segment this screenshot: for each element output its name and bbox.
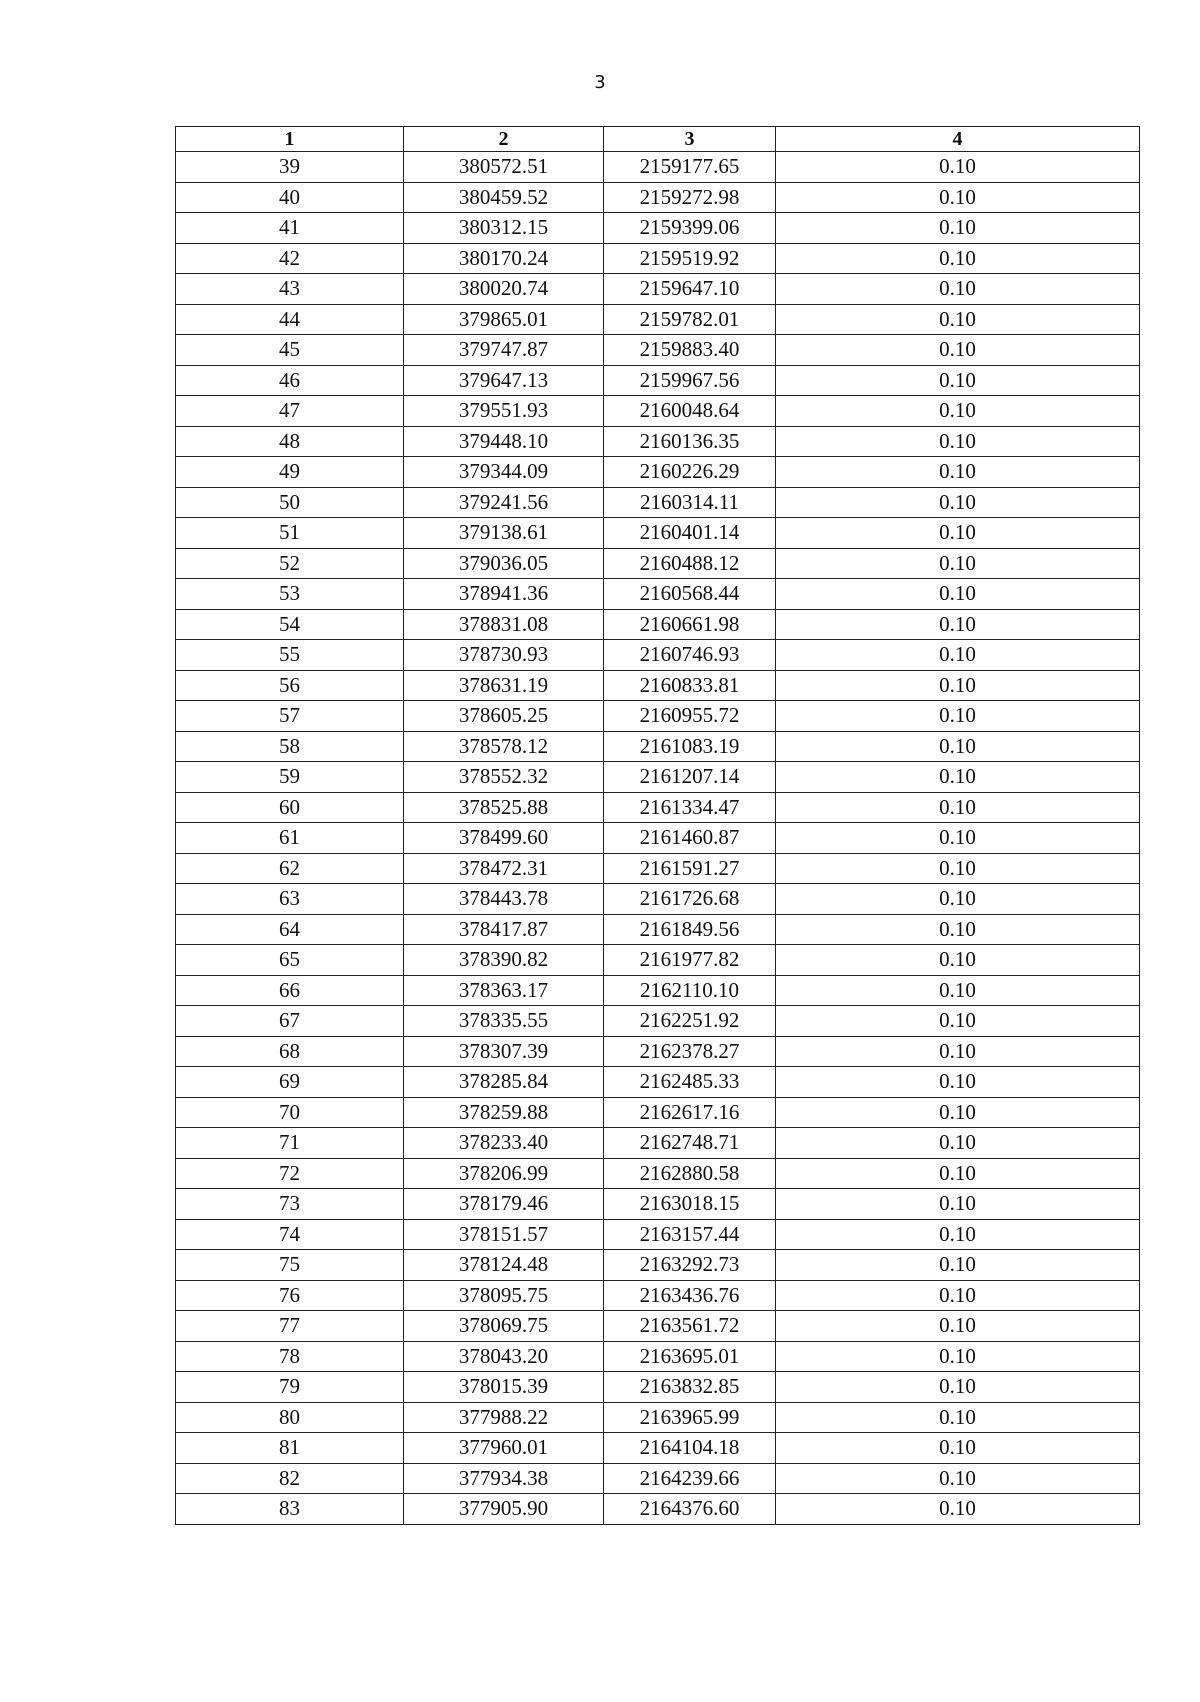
point-number-cell: 76 bbox=[176, 1280, 404, 1311]
point-number-cell: 74 bbox=[176, 1219, 404, 1250]
point-number-cell: 62 bbox=[176, 853, 404, 884]
point-number-cell: 79 bbox=[176, 1372, 404, 1403]
x-coordinate-cell: 378179.46 bbox=[404, 1189, 604, 1220]
table-row bbox=[176, 1128, 1140, 1159]
y-coordinate-cell: 2159782.01 bbox=[604, 304, 776, 335]
point-number-cell: 61 bbox=[176, 823, 404, 854]
point-number-cell: 78 bbox=[176, 1341, 404, 1372]
y-coordinate-cell: 2160048.64 bbox=[604, 396, 776, 427]
point-number-cell: 46 bbox=[176, 365, 404, 396]
value-cell: 0.10 bbox=[776, 1097, 1140, 1128]
point-number-cell: 48 bbox=[176, 426, 404, 457]
value-cell: 0.10 bbox=[776, 884, 1140, 915]
table-row bbox=[176, 731, 1140, 762]
point-number-cell: 57 bbox=[176, 701, 404, 732]
table-row bbox=[176, 640, 1140, 671]
point-number-cell: 82 bbox=[176, 1463, 404, 1494]
y-coordinate-cell: 2163292.73 bbox=[604, 1250, 776, 1281]
table-row bbox=[176, 152, 1140, 183]
table-row bbox=[176, 243, 1140, 274]
table-row bbox=[176, 1433, 1140, 1464]
column-header-2: 2 bbox=[404, 127, 604, 152]
point-number-cell: 59 bbox=[176, 762, 404, 793]
value-cell: 0.10 bbox=[776, 1250, 1140, 1281]
value-cell: 0.10 bbox=[776, 792, 1140, 823]
y-coordinate-cell: 2163832.85 bbox=[604, 1372, 776, 1403]
table-row bbox=[176, 1250, 1140, 1281]
point-number-cell: 43 bbox=[176, 274, 404, 305]
table-row bbox=[176, 1067, 1140, 1098]
table-row bbox=[176, 182, 1140, 213]
y-coordinate-cell: 2160314.11 bbox=[604, 487, 776, 518]
value-cell: 0.10 bbox=[776, 548, 1140, 579]
value-cell: 0.10 bbox=[776, 1219, 1140, 1250]
point-number-cell: 39 bbox=[176, 152, 404, 183]
x-coordinate-cell: 378206.99 bbox=[404, 1158, 604, 1189]
point-number-cell: 58 bbox=[176, 731, 404, 762]
table-row bbox=[176, 213, 1140, 244]
x-coordinate-cell: 379865.01 bbox=[404, 304, 604, 335]
y-coordinate-cell: 2162110.10 bbox=[604, 975, 776, 1006]
y-coordinate-cell: 2163561.72 bbox=[604, 1311, 776, 1342]
x-coordinate-cell: 378043.20 bbox=[404, 1341, 604, 1372]
table-row bbox=[176, 792, 1140, 823]
table-row bbox=[176, 945, 1140, 976]
y-coordinate-cell: 2160955.72 bbox=[604, 701, 776, 732]
x-coordinate-cell: 378631.19 bbox=[404, 670, 604, 701]
y-coordinate-cell: 2160568.44 bbox=[604, 579, 776, 610]
value-cell: 0.10 bbox=[776, 853, 1140, 884]
x-coordinate-cell: 378443.78 bbox=[404, 884, 604, 915]
value-cell: 0.10 bbox=[776, 731, 1140, 762]
table-row bbox=[176, 426, 1140, 457]
table-row bbox=[176, 1372, 1140, 1403]
value-cell: 0.10 bbox=[776, 1128, 1140, 1159]
value-cell: 0.10 bbox=[776, 335, 1140, 366]
point-number-cell: 73 bbox=[176, 1189, 404, 1220]
y-coordinate-cell: 2161207.14 bbox=[604, 762, 776, 793]
point-number-cell: 66 bbox=[176, 975, 404, 1006]
point-number-cell: 67 bbox=[176, 1006, 404, 1037]
point-number-cell: 64 bbox=[176, 914, 404, 945]
y-coordinate-cell: 2161334.47 bbox=[604, 792, 776, 823]
point-number-cell: 53 bbox=[176, 579, 404, 610]
point-number-cell: 55 bbox=[176, 640, 404, 671]
x-coordinate-cell: 378941.36 bbox=[404, 579, 604, 610]
point-number-cell: 68 bbox=[176, 1036, 404, 1067]
x-coordinate-cell: 378285.84 bbox=[404, 1067, 604, 1098]
value-cell: 0.10 bbox=[776, 1006, 1140, 1037]
point-number-cell: 42 bbox=[176, 243, 404, 274]
table-row bbox=[176, 1219, 1140, 1250]
value-cell: 0.10 bbox=[776, 1463, 1140, 1494]
point-number-cell: 77 bbox=[176, 1311, 404, 1342]
x-coordinate-cell: 379647.13 bbox=[404, 365, 604, 396]
x-coordinate-cell: 378233.40 bbox=[404, 1128, 604, 1159]
x-coordinate-cell: 379344.09 bbox=[404, 457, 604, 488]
y-coordinate-cell: 2161849.56 bbox=[604, 914, 776, 945]
value-cell: 0.10 bbox=[776, 670, 1140, 701]
table-row bbox=[176, 365, 1140, 396]
y-coordinate-cell: 2160488.12 bbox=[604, 548, 776, 579]
value-cell: 0.10 bbox=[776, 213, 1140, 244]
table-row bbox=[176, 1311, 1140, 1342]
y-coordinate-cell: 2162880.58 bbox=[604, 1158, 776, 1189]
value-cell: 0.10 bbox=[776, 426, 1140, 457]
point-number-cell: 75 bbox=[176, 1250, 404, 1281]
y-coordinate-cell: 2160136.35 bbox=[604, 426, 776, 457]
y-coordinate-cell: 2162485.33 bbox=[604, 1067, 776, 1098]
point-number-cell: 47 bbox=[176, 396, 404, 427]
table-row bbox=[176, 701, 1140, 732]
y-coordinate-cell: 2160661.98 bbox=[604, 609, 776, 640]
value-cell: 0.10 bbox=[776, 304, 1140, 335]
x-coordinate-cell: 378499.60 bbox=[404, 823, 604, 854]
coordinates-table bbox=[175, 126, 1140, 1525]
x-coordinate-cell: 378151.57 bbox=[404, 1219, 604, 1250]
point-number-cell: 70 bbox=[176, 1097, 404, 1128]
point-number-cell: 71 bbox=[176, 1128, 404, 1159]
table-row bbox=[176, 853, 1140, 884]
x-coordinate-cell: 378095.75 bbox=[404, 1280, 604, 1311]
table-header-row bbox=[176, 127, 1140, 152]
table-row bbox=[176, 335, 1140, 366]
point-number-cell: 40 bbox=[176, 182, 404, 213]
value-cell: 0.10 bbox=[776, 1311, 1140, 1342]
table-row bbox=[176, 975, 1140, 1006]
table-row bbox=[176, 274, 1140, 305]
point-number-cell: 63 bbox=[176, 884, 404, 915]
y-coordinate-cell: 2164104.18 bbox=[604, 1433, 776, 1464]
y-coordinate-cell: 2159399.06 bbox=[604, 213, 776, 244]
table-row bbox=[176, 1280, 1140, 1311]
point-number-cell: 65 bbox=[176, 945, 404, 976]
table-body bbox=[176, 152, 1140, 1525]
value-cell: 0.10 bbox=[776, 487, 1140, 518]
table-row bbox=[176, 670, 1140, 701]
point-number-cell: 44 bbox=[176, 304, 404, 335]
y-coordinate-cell: 2159647.10 bbox=[604, 274, 776, 305]
point-number-cell: 49 bbox=[176, 457, 404, 488]
point-number-cell: 56 bbox=[176, 670, 404, 701]
table-row bbox=[176, 1402, 1140, 1433]
x-coordinate-cell: 380572.51 bbox=[404, 152, 604, 183]
table-row bbox=[176, 548, 1140, 579]
table-row bbox=[176, 1494, 1140, 1525]
y-coordinate-cell: 2159272.98 bbox=[604, 182, 776, 213]
value-cell: 0.10 bbox=[776, 1372, 1140, 1403]
x-coordinate-cell: 378069.75 bbox=[404, 1311, 604, 1342]
point-number-cell: 45 bbox=[176, 335, 404, 366]
value-cell: 0.10 bbox=[776, 579, 1140, 610]
x-coordinate-cell: 378307.39 bbox=[404, 1036, 604, 1067]
y-coordinate-cell: 2164376.60 bbox=[604, 1494, 776, 1525]
y-coordinate-cell: 2159519.92 bbox=[604, 243, 776, 274]
x-coordinate-cell: 378015.39 bbox=[404, 1372, 604, 1403]
table-row bbox=[176, 1463, 1140, 1494]
page-number: 3 bbox=[594, 72, 606, 93]
value-cell: 0.10 bbox=[776, 823, 1140, 854]
table-row bbox=[176, 396, 1140, 427]
y-coordinate-cell: 2160746.93 bbox=[604, 640, 776, 671]
value-cell: 0.10 bbox=[776, 609, 1140, 640]
value-cell: 0.10 bbox=[776, 1280, 1140, 1311]
point-number-cell: 60 bbox=[176, 792, 404, 823]
x-coordinate-cell: 379448.10 bbox=[404, 426, 604, 457]
y-coordinate-cell: 2161977.82 bbox=[604, 945, 776, 976]
x-coordinate-cell: 378831.08 bbox=[404, 609, 604, 640]
value-cell: 0.10 bbox=[776, 975, 1140, 1006]
y-coordinate-cell: 2163018.15 bbox=[604, 1189, 776, 1220]
x-coordinate-cell: 378525.88 bbox=[404, 792, 604, 823]
table-row bbox=[176, 487, 1140, 518]
y-coordinate-cell: 2160226.29 bbox=[604, 457, 776, 488]
x-coordinate-cell: 378124.48 bbox=[404, 1250, 604, 1281]
x-coordinate-cell: 380020.74 bbox=[404, 274, 604, 305]
table-row bbox=[176, 609, 1140, 640]
table-row bbox=[176, 1189, 1140, 1220]
x-coordinate-cell: 378390.82 bbox=[404, 945, 604, 976]
value-cell: 0.10 bbox=[776, 365, 1140, 396]
table-row bbox=[176, 304, 1140, 335]
value-cell: 0.10 bbox=[776, 945, 1140, 976]
point-number-cell: 80 bbox=[176, 1402, 404, 1433]
point-number-cell: 50 bbox=[176, 487, 404, 518]
point-number-cell: 69 bbox=[176, 1067, 404, 1098]
value-cell: 0.10 bbox=[776, 701, 1140, 732]
table-row bbox=[176, 762, 1140, 793]
y-coordinate-cell: 2159177.65 bbox=[604, 152, 776, 183]
value-cell: 0.10 bbox=[776, 152, 1140, 183]
x-coordinate-cell: 379241.56 bbox=[404, 487, 604, 518]
value-cell: 0.10 bbox=[776, 914, 1140, 945]
y-coordinate-cell: 2161591.27 bbox=[604, 853, 776, 884]
point-number-cell: 83 bbox=[176, 1494, 404, 1525]
x-coordinate-cell: 380459.52 bbox=[404, 182, 604, 213]
value-cell: 0.10 bbox=[776, 1341, 1140, 1372]
x-coordinate-cell: 378730.93 bbox=[404, 640, 604, 671]
point-number-cell: 52 bbox=[176, 548, 404, 579]
value-cell: 0.10 bbox=[776, 1036, 1140, 1067]
x-coordinate-cell: 379551.93 bbox=[404, 396, 604, 427]
x-coordinate-cell: 377934.38 bbox=[404, 1463, 604, 1494]
point-number-cell: 41 bbox=[176, 213, 404, 244]
table-row bbox=[176, 457, 1140, 488]
x-coordinate-cell: 380170.24 bbox=[404, 243, 604, 274]
point-number-cell: 72 bbox=[176, 1158, 404, 1189]
y-coordinate-cell: 2163965.99 bbox=[604, 1402, 776, 1433]
x-coordinate-cell: 379138.61 bbox=[404, 518, 604, 549]
table-row bbox=[176, 1097, 1140, 1128]
table-row bbox=[176, 518, 1140, 549]
x-coordinate-cell: 379036.05 bbox=[404, 548, 604, 579]
value-cell: 0.10 bbox=[776, 518, 1140, 549]
y-coordinate-cell: 2163695.01 bbox=[604, 1341, 776, 1372]
y-coordinate-cell: 2164239.66 bbox=[604, 1463, 776, 1494]
y-coordinate-cell: 2162378.27 bbox=[604, 1036, 776, 1067]
table-row bbox=[176, 579, 1140, 610]
table-row bbox=[176, 1036, 1140, 1067]
value-cell: 0.10 bbox=[776, 1433, 1140, 1464]
point-number-cell: 81 bbox=[176, 1433, 404, 1464]
value-cell: 0.10 bbox=[776, 396, 1140, 427]
x-coordinate-cell: 380312.15 bbox=[404, 213, 604, 244]
point-number-cell: 51 bbox=[176, 518, 404, 549]
x-coordinate-cell: 377905.90 bbox=[404, 1494, 604, 1525]
table-row bbox=[176, 1158, 1140, 1189]
x-coordinate-cell: 378472.31 bbox=[404, 853, 604, 884]
x-coordinate-cell: 377988.22 bbox=[404, 1402, 604, 1433]
y-coordinate-cell: 2161083.19 bbox=[604, 731, 776, 762]
point-number-cell: 54 bbox=[176, 609, 404, 640]
y-coordinate-cell: 2160401.14 bbox=[604, 518, 776, 549]
x-coordinate-cell: 378363.17 bbox=[404, 975, 604, 1006]
value-cell: 0.10 bbox=[776, 182, 1140, 213]
value-cell: 0.10 bbox=[776, 640, 1140, 671]
y-coordinate-cell: 2162251.92 bbox=[604, 1006, 776, 1037]
table-row bbox=[176, 914, 1140, 945]
column-header-3: 3 bbox=[604, 127, 776, 152]
x-coordinate-cell: 378605.25 bbox=[404, 701, 604, 732]
y-coordinate-cell: 2160833.81 bbox=[604, 670, 776, 701]
coordinates-table-container bbox=[175, 126, 1139, 1525]
value-cell: 0.10 bbox=[776, 1067, 1140, 1098]
y-coordinate-cell: 2163436.76 bbox=[604, 1280, 776, 1311]
value-cell: 0.10 bbox=[776, 243, 1140, 274]
column-header-1: 1 bbox=[176, 127, 404, 152]
value-cell: 0.10 bbox=[776, 1158, 1140, 1189]
value-cell: 0.10 bbox=[776, 457, 1140, 488]
x-coordinate-cell: 377960.01 bbox=[404, 1433, 604, 1464]
value-cell: 0.10 bbox=[776, 1494, 1140, 1525]
table-row bbox=[176, 823, 1140, 854]
x-coordinate-cell: 378259.88 bbox=[404, 1097, 604, 1128]
table-row bbox=[176, 1006, 1140, 1037]
x-coordinate-cell: 378578.12 bbox=[404, 731, 604, 762]
value-cell: 0.10 bbox=[776, 274, 1140, 305]
table-row bbox=[176, 1341, 1140, 1372]
value-cell: 0.10 bbox=[776, 762, 1140, 793]
x-coordinate-cell: 378335.55 bbox=[404, 1006, 604, 1037]
y-coordinate-cell: 2159967.56 bbox=[604, 365, 776, 396]
y-coordinate-cell: 2161726.68 bbox=[604, 884, 776, 915]
y-coordinate-cell: 2163157.44 bbox=[604, 1219, 776, 1250]
value-cell: 0.10 bbox=[776, 1402, 1140, 1433]
x-coordinate-cell: 379747.87 bbox=[404, 335, 604, 366]
x-coordinate-cell: 378417.87 bbox=[404, 914, 604, 945]
table-row bbox=[176, 884, 1140, 915]
y-coordinate-cell: 2162617.16 bbox=[604, 1097, 776, 1128]
y-coordinate-cell: 2161460.87 bbox=[604, 823, 776, 854]
y-coordinate-cell: 2159883.40 bbox=[604, 335, 776, 366]
column-header-4: 4 bbox=[776, 127, 1140, 152]
value-cell: 0.10 bbox=[776, 1189, 1140, 1220]
x-coordinate-cell: 378552.32 bbox=[404, 762, 604, 793]
y-coordinate-cell: 2162748.71 bbox=[604, 1128, 776, 1159]
